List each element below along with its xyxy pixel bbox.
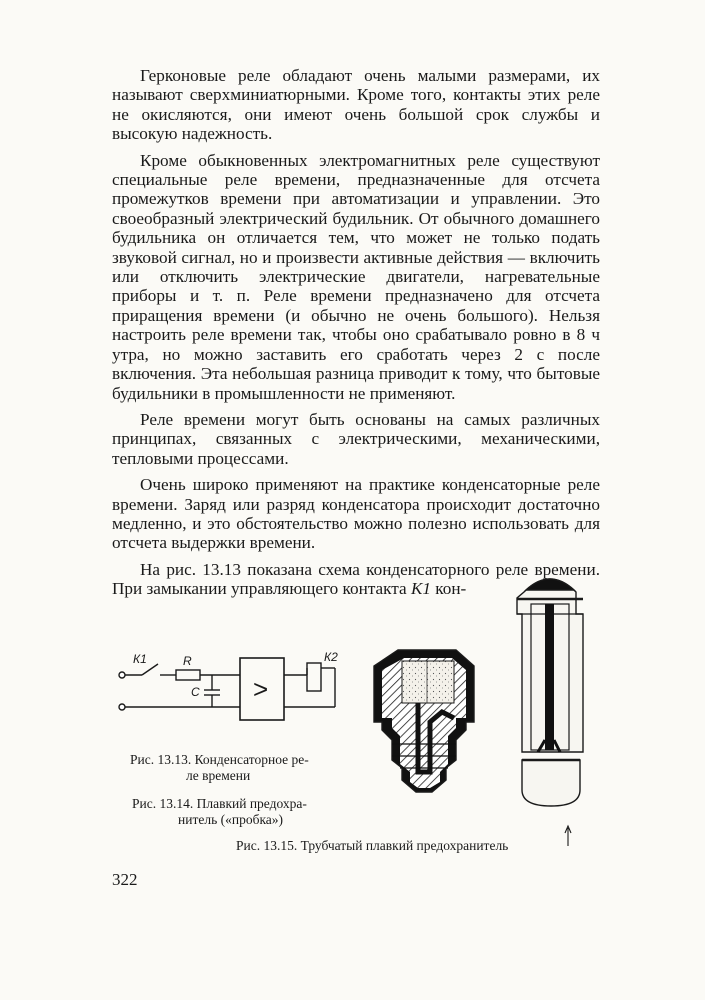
terminal-bottom bbox=[119, 704, 125, 710]
fuse-element bbox=[545, 604, 554, 750]
label-r: R bbox=[183, 654, 192, 668]
fuse-cap-bottom bbox=[522, 760, 580, 806]
resistor-r bbox=[176, 670, 200, 680]
paragraph-1: Герконовые реле обладают очень малыми размерами, их называют сверхминиатюрными. Кроме того, контакты этих реле не окисляются, они имеют очень большой срок службы и высокую надежность. bbox=[112, 66, 600, 144]
paragraph-5-tail: кон- bbox=[430, 579, 467, 599]
caption-fig-13-14-line2: нитель («пробка») bbox=[178, 812, 284, 827]
paragraph-2: Кроме обыкновенных электромагнитных реле существуют специальные реле времени, предназначенные для отсчета промежутков времени при автоматизации и управлении. Это своеобразный электрический будильник. От обычного домашнего будильника он отличается тем, что может не только подать звуковой сигнал, но и произвести активные действия — включить или отключить электрические двигатели, нагревательные приборы и т. п. Реле времени предназначено для отсчета приращения времени (и обычно не очень большого). Нельзя настроить реле времени так, чтобы оно срабатывало ровно в 8 ч утра, но можно заставить его сработать через 2 с после включения. Эта небольшая разница приводит к тому, что бытовые будильники в промышленности не применяют. bbox=[112, 150, 600, 403]
page-number: 322 bbox=[112, 870, 138, 889]
caption-fig-13-13-line2: ле времени bbox=[186, 768, 251, 783]
label-k2: К2 bbox=[324, 650, 338, 664]
terminal-top bbox=[119, 672, 125, 678]
label-amp: > bbox=[253, 674, 269, 704]
tubular-fuse-drawing bbox=[517, 579, 583, 846]
fuse-filler bbox=[402, 661, 454, 703]
caption-fig-13-13-line1: Рис. 13.13. Конденсаторное ре- bbox=[130, 752, 309, 767]
plug-fuse-drawing bbox=[374, 650, 474, 792]
label-c: С bbox=[191, 685, 200, 699]
paragraph-5-text: На рис. 13.13 показана схема конденсаторного реле времени. При замыкании управляющего контакта bbox=[112, 559, 600, 599]
caption-fig-13-14-line1: Рис. 13.14. Плавкий предохра- bbox=[132, 796, 307, 811]
caption-fig-13-14 bbox=[132, 796, 332, 828]
paragraph-5-k1: К1 bbox=[410, 579, 431, 599]
caption-fig-13-13 bbox=[130, 752, 335, 784]
paragraph-4: Очень широко применяют на практике конденсаторные реле времени. Заряд или разряд конденсатора происходит достаточно медленно, и это обстоятельство можно полезно использовать для отсчета выдержки времени. bbox=[112, 475, 600, 553]
label-k1: К1 bbox=[133, 652, 147, 666]
paragraph-3: Реле времени могут быть основаны на самых различных принципах, связанных с электрическими, механическими, тепловыми процессами. bbox=[112, 409, 600, 468]
circuit-diagram bbox=[119, 658, 335, 720]
caption-fig-13-15: Рис. 13.15. Трубчатый плавкий предохранитель bbox=[236, 838, 509, 853]
relay-coil-k2 bbox=[307, 663, 321, 691]
